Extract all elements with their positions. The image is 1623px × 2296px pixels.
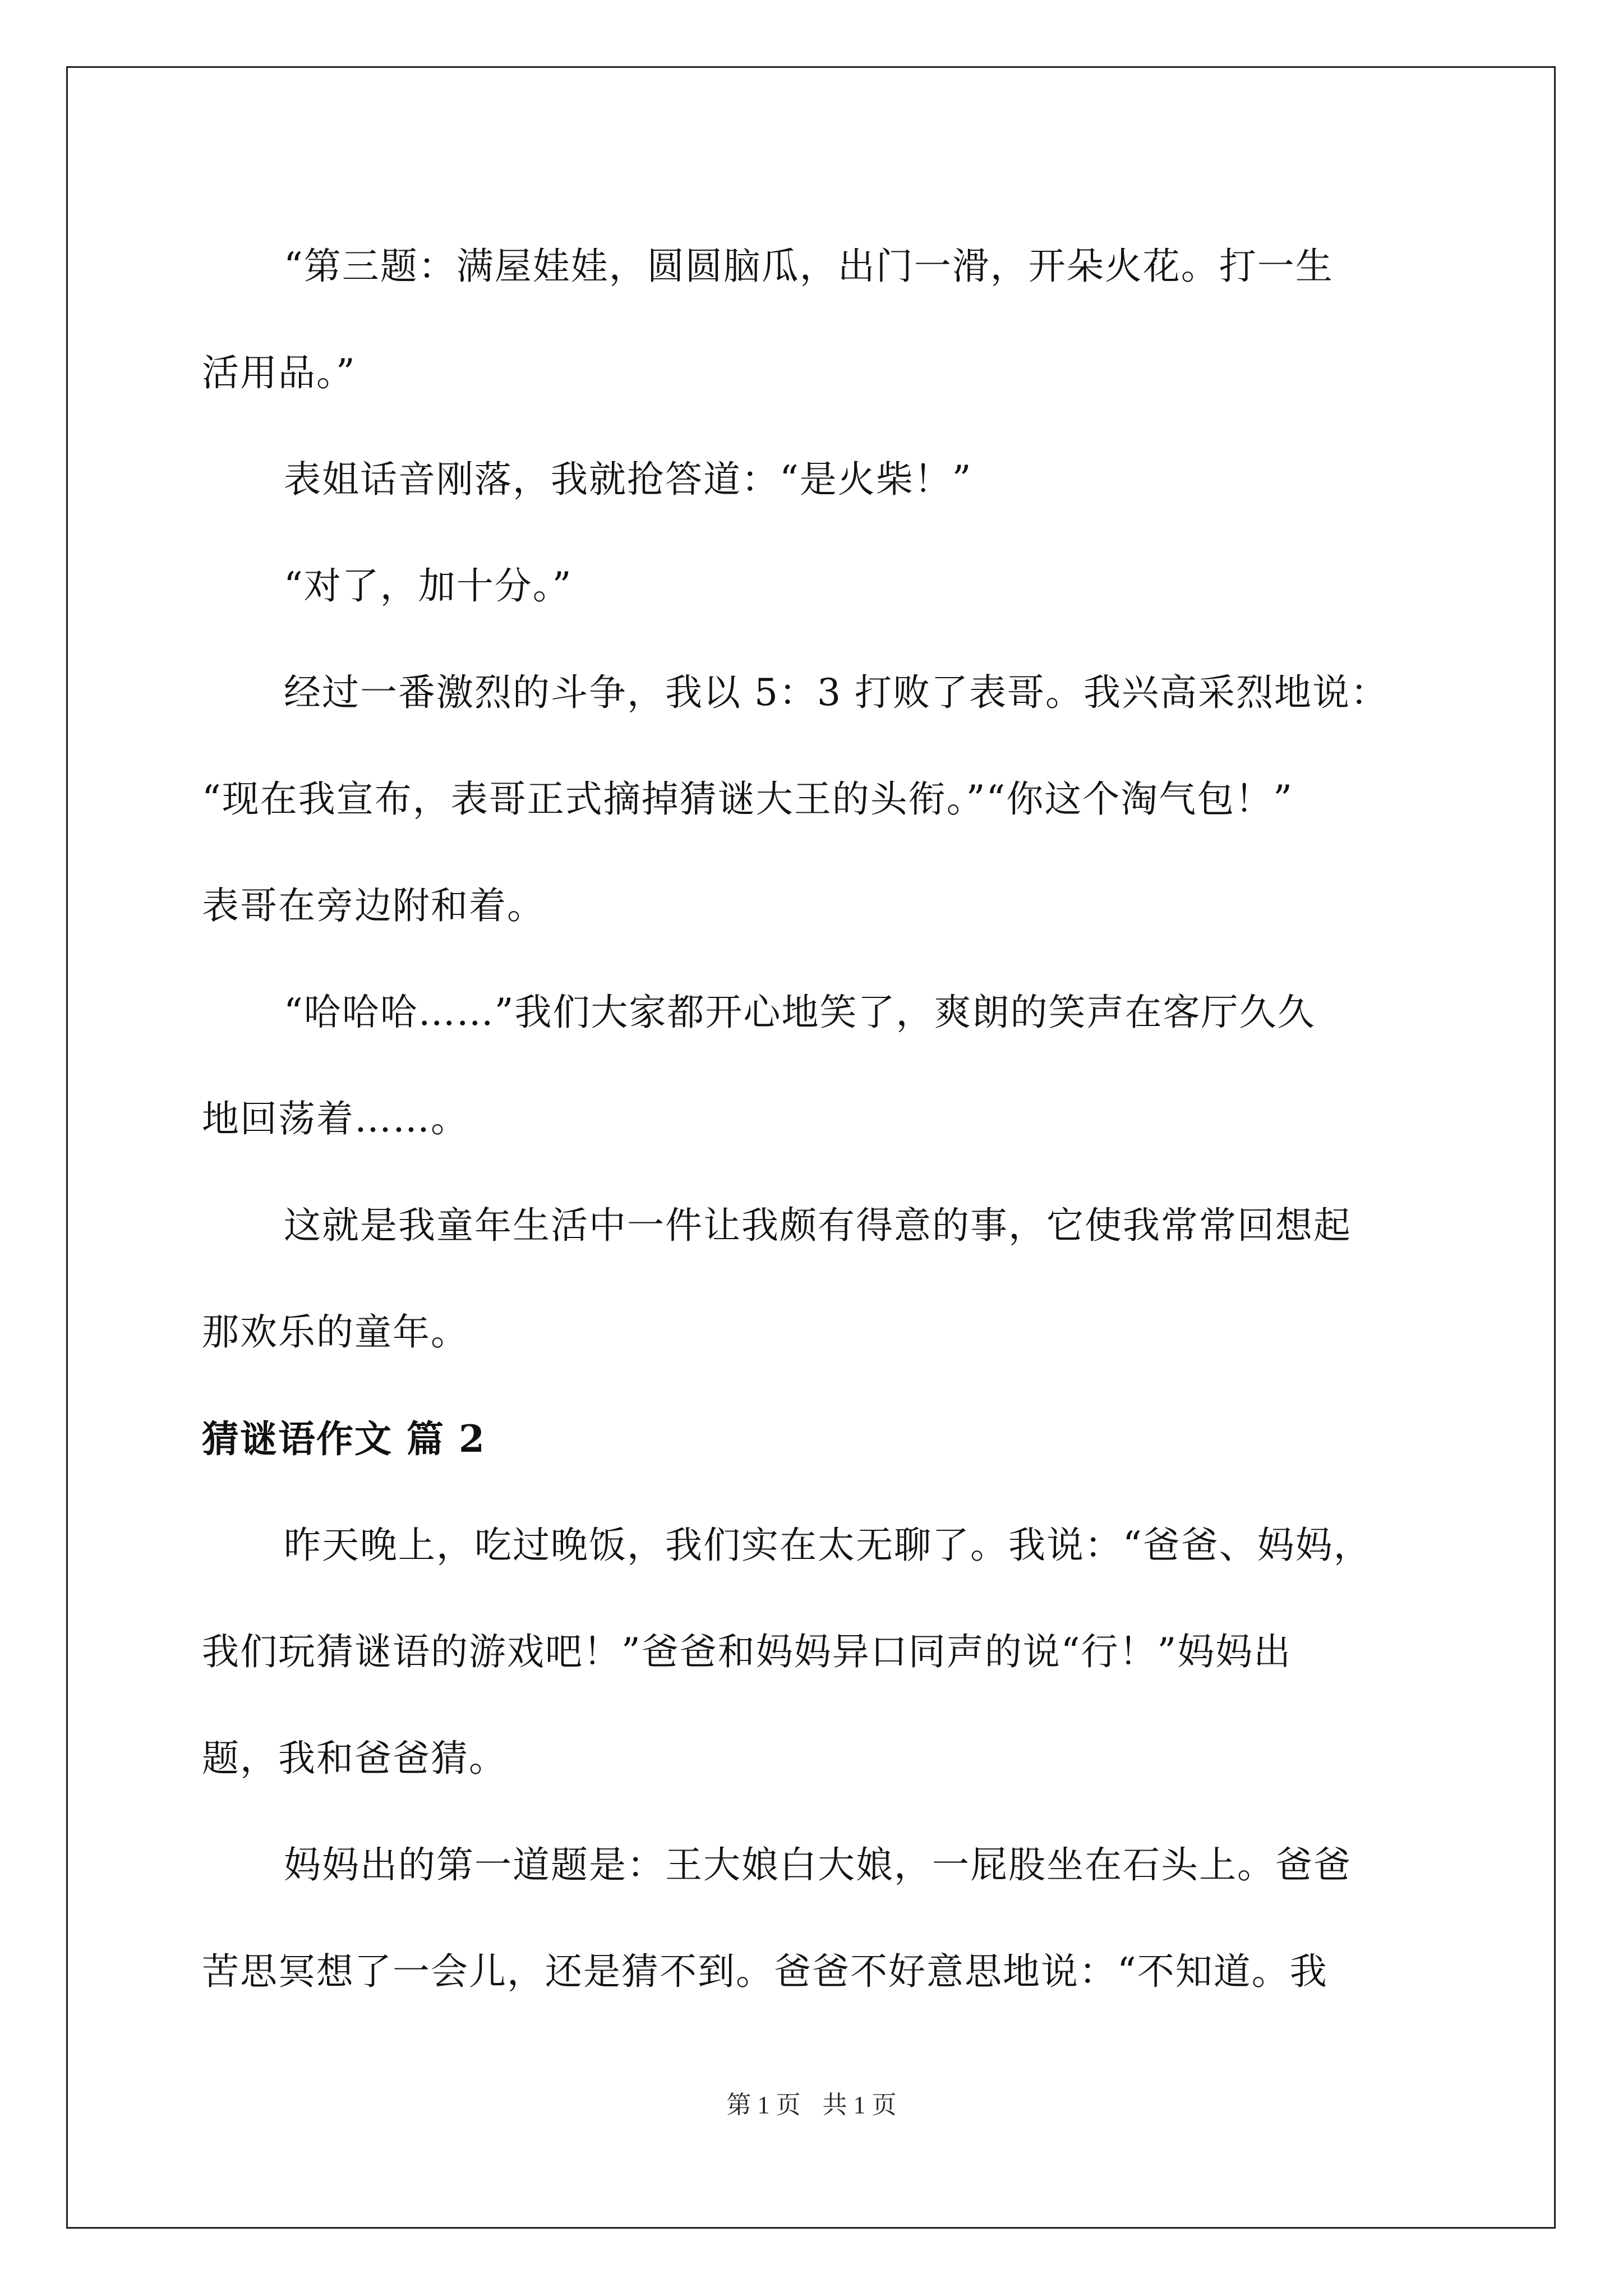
text-line: “哈哈哈……”我们大家都开心地笑了，爽朗的笑声在客厅久久 [284, 991, 1316, 1034]
text-line: 这就是我童年生活中一件让我颇有得意的事，它使我常常回想起 [284, 1204, 1352, 1247]
text-line: 苦思冥想了一会儿，还是猜不到。爸爸不好意思地说：“不知道。我 [202, 1950, 1328, 1993]
paragraph-correct [202, 533, 1441, 639]
section-heading: 猜谜语作文 篇 2 [202, 1417, 486, 1461]
paragraph-first-riddle [202, 1812, 1441, 2025]
text-line: 经过一番激烈的斗争，我以 5：3 打败了表哥。我兴高采烈地说： [284, 671, 1389, 714]
text-line: 地回荡着……。 [202, 1097, 469, 1140]
paragraph-victory [202, 639, 1441, 959]
text-line: 题，我和爸爸猜。 [202, 1737, 507, 1780]
paragraph-last-night [202, 1492, 1441, 1812]
page-number: 第 1 页 [726, 2091, 801, 2119]
paragraph-answer [202, 426, 1441, 533]
document-body [202, 213, 1441, 2025]
text-line: 妈妈出的第一道题是：王大娘白大娘，一屁股坐在石头上。爸爸 [284, 1843, 1352, 1887]
text-line: 昨天晚上，吃过晚饭，我们实在太无聊了。我说：“爸爸、妈妈， [284, 1524, 1372, 1567]
text-line: 活用品。” [202, 351, 356, 394]
page-total: 共 1 页 [822, 2091, 897, 2119]
page-footer [0, 2085, 1623, 2120]
text-line: 表哥在旁边附和着。 [202, 884, 545, 927]
paragraph-riddle-three [202, 213, 1441, 426]
paragraph-conclusion [202, 1172, 1441, 1386]
text-line: 我们玩猜谜语的游戏吧！”爸爸和妈妈异口同声的说“行！”妈妈出 [202, 1630, 1292, 1673]
text-line: 那欢乐的童年。 [202, 1310, 469, 1354]
text-line: 表姐话音刚落，我就抢答道：“是火柴！” [284, 458, 972, 501]
text-line: “现在我宣布，表哥正式摘掉猜谜大王的头衔。”“你这个淘气包！” [202, 777, 1293, 821]
text-line: “第三题：满屋娃娃，圆圆脑瓜，出门一滑，开朵火花。打一生 [284, 245, 1334, 288]
paragraph-laughter [202, 959, 1441, 1172]
text-line: “对了，加十分。” [284, 564, 573, 608]
